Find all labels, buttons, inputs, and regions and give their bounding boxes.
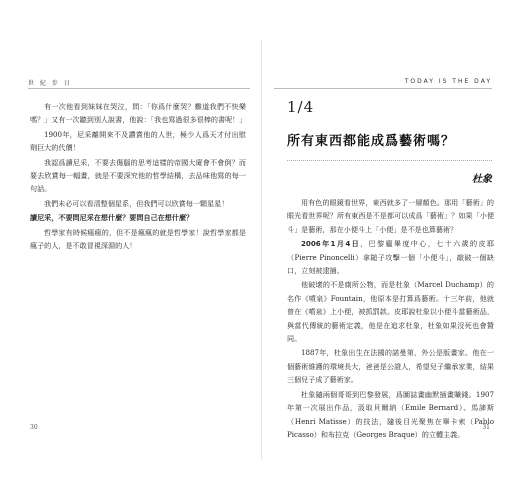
paragraph: 1900年，尼采離開來不及讚賞他的人世，極少人爲天才付出慰劑巨大的代價！: [30, 129, 246, 153]
header-rule-left: [28, 88, 250, 89]
right-page: [262, 0, 520, 500]
running-head-left: 世 紀 步 日: [28, 80, 72, 87]
paragraph: 我認爲讀尼采，不要去傷腦的思考這樣的帝國大廈會不會倒？而要去欣賞每一幅畫，就是不要深究他的哲學結構，去品味他寫的每一句話。: [30, 157, 246, 194]
paragraph-text: ，巴黎龐畢度中心，七十六歲的皮耶（Pierre Pinoncelli）拿鎚子攻擊一個「小便斗」，敲破一個缺口，立刻被逮捕。: [287, 239, 495, 276]
left-body-text: [30, 100, 246, 253]
date-highlight: 2006年1月4日: [301, 239, 361, 249]
chapter-title: 所有東西都能成爲藝術嗎？: [287, 134, 456, 149]
paragraph: 我們未必可以看清整個星系，但我們可以欣賞每一顆星星！: [44, 198, 229, 208]
chapter-number: 1/4: [287, 98, 315, 116]
paragraph: 哲學家有時候瘋瘋的，但不是瘋瘋的就是哲學家！說哲學家都是瘋子的人，是不敢冒視深淵的人！: [30, 227, 246, 251]
running-head-right: TODAY IS THE DAY: [404, 78, 492, 85]
paragraph: 他破壞的不是廁所公物，而是杜象（Marcel Duchamp）的名作《噴泉》Fountain，他原本是打算爲藝術。十三年前，他就曾在《噴泉》上小便，被抓罰款。皮耶說杜象以小便斗當藝術品，與當代傳統的藝術定義，他是在追求杜象，杜象如果沒死也會贊同。: [287, 280, 494, 344]
paragraph: 用有色的眼鏡看世界，東西就多了一層顏色。那用「藝術」的眼光看世界呢？所有東西是不是都可以成爲「藝術」？如果「小便斗」是藝術，那在小便斗上「小便」是不是也算藝術？: [287, 198, 494, 234]
paragraph: 有一次他看到妹妹在哭泣，問：「你爲什麼哭？難道我們不快樂嗎？」又有一次聽到別人說書，他說：「我也寫過很多很棒的書呢！」: [30, 102, 247, 125]
header-rule-right: [274, 88, 492, 89]
page-number-right: 31: [482, 424, 490, 431]
dotted-divider: [287, 160, 492, 161]
bold-statement: 讀尼采，不要問尼采在想什麼？要問自己在想什麼？: [30, 213, 194, 223]
paragraph: 杜象隨兩個哥哥到巴黎發展，爲圖誌畫幽默插畫賺錢。1907年第一次展出作品，汲取貝爾納（Emile Bernard）、馬諦斯（Henri Matisse）的技法，隨後目光聚焦在畢卡索（Pablo Picasso）和布拉克（Georges Braque）的立體主義。: [287, 389, 494, 439]
page-number-left: 30: [30, 424, 38, 431]
author-name: 杜象: [472, 174, 492, 185]
paragraph: 1887年，杜象出生在法國的諾曼第，外公是版畫家。他在一個藝術維護的環境長大，爸爸是公證人，希望兒子繼承家業，結果三個兒子成了藝術家。: [287, 348, 494, 385]
right-body-text: [287, 196, 494, 442]
paragraph: [287, 237, 494, 277]
